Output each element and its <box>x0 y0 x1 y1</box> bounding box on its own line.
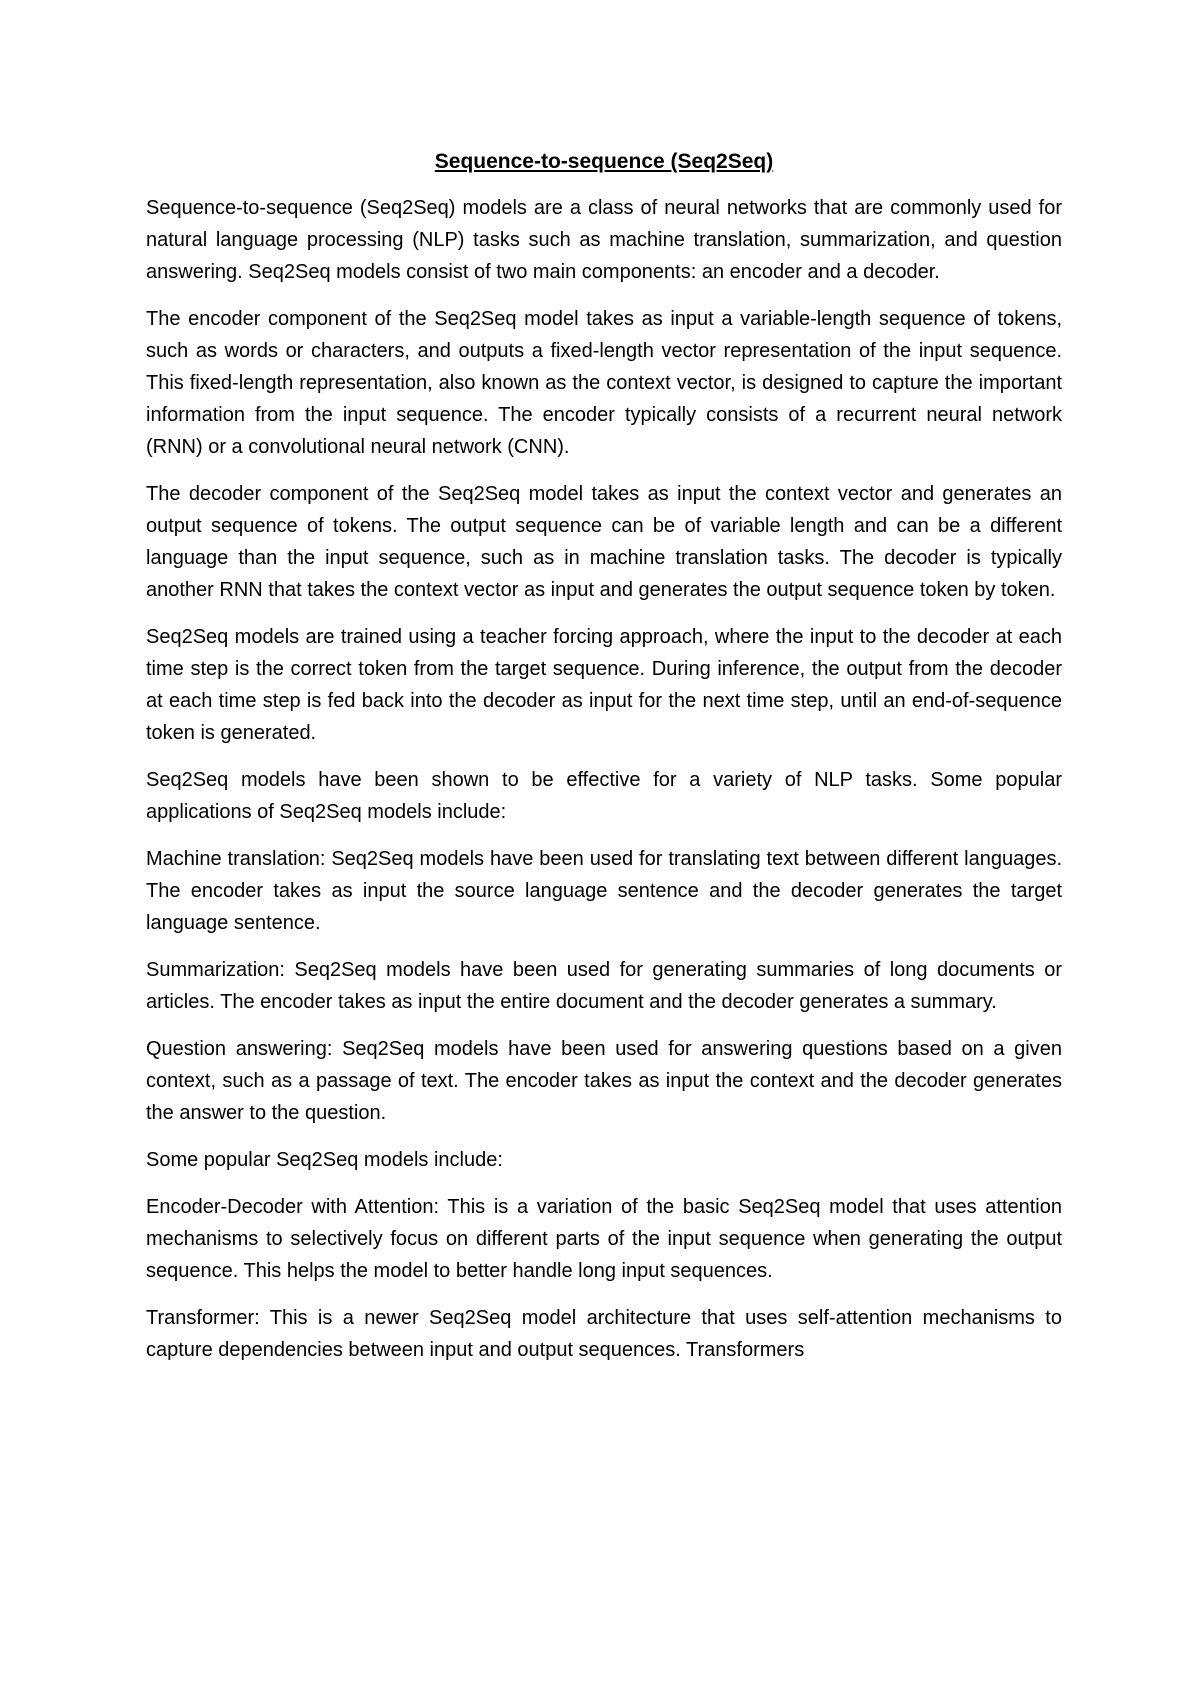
paragraph-encoder: The encoder component of the Seq2Seq model takes as input a variable-length sequence of tokens, such as words or characters, and outputs a fixed-length vector representation of the input sequence. This fixed-length representation, also known as the context vector, is designed to capture the important information from the input sequence. The encoder typically consists of a recurrent neural network (RNN) or a convolutional neural network (CNN). <box>146 308 1062 458</box>
paragraph-models-intro: Some popular Seq2Seq models include: <box>146 1149 503 1171</box>
paragraph-question-answering: Question answering: Seq2Seq models have been used for answering questions based on a given context, such as a passage of text. The encoder takes as input the context and the decoder generates the answer to the question. <box>146 1038 1062 1124</box>
paragraph-decoder: The decoder component of the Seq2Seq model takes as input the context vector and generates an output sequence of tokens. The output sequence can be of variable length and can be a different language than the input sequence, such as in machine translation tasks. The decoder is typically another RNN that takes the context vector as input and generates the output sequence token by token. <box>146 483 1062 601</box>
document-title: Sequence-to-sequence (Seq2Seq) <box>434 150 774 173</box>
paragraph-summarization: Summarization: Seq2Seq models have been used for generating summaries of long documents or articles. The encoder takes as input the entire document and the decoder generates a summary. <box>146 959 1062 1013</box>
paragraph-applications-intro: Seq2Seq models have been shown to be effective for a variety of NLP tasks. Some popular applications of Seq2Seq models include: <box>146 769 1062 823</box>
paragraph-transformer: Transformer: This is a newer Seq2Seq model architecture that uses self-attention mechanisms to capture dependencies between input and output sequences. Transformers <box>146 1307 1062 1361</box>
paragraph-intro: Sequence-to-sequence (Seq2Seq) models are a class of neural networks that are commonly used for natural language processing (NLP) tasks such as machine translation, summarization, and question answering. Seq2Seq models consist of two main components: an encoder and a decoder. <box>146 197 1062 283</box>
paragraph-training: Seq2Seq models are trained using a teacher forcing approach, where the input to the decoder at each time step is the correct token from the target sequence. During inference, the output from the decoder at each time step is fed back into the decoder as input for the next time step, until an end-of-sequence token is generated. <box>146 626 1062 744</box>
paragraph-machine-translation: Machine translation: Seq2Seq models have been used for translating text between different languages. The encoder takes as input the source language sentence and the decoder generates the target language sentence. <box>146 848 1062 934</box>
paragraph-attention: Encoder-Decoder with Attention: This is a variation of the basic Seq2Seq model that uses attention mechanisms to selectively focus on different parts of the input sequence when generating the output sequence. This helps the model to better handle long input sequences. <box>146 1196 1062 1282</box>
document-body <box>146 146 1062 1381</box>
